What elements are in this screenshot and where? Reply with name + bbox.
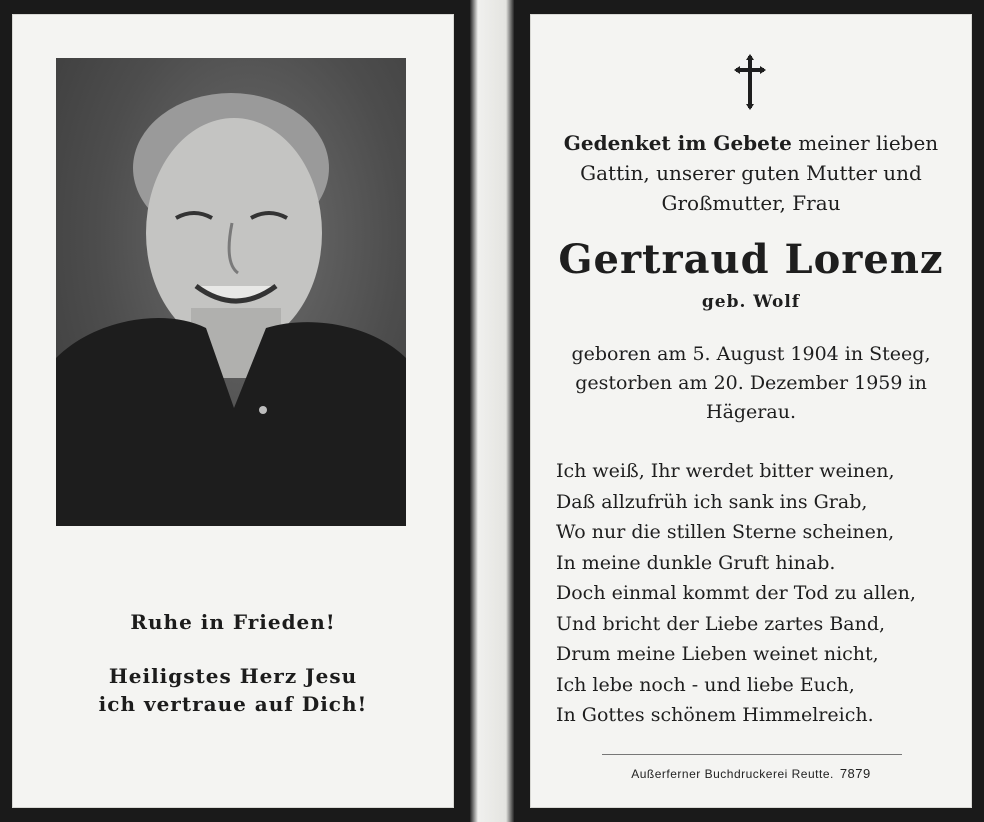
- divider: [602, 754, 902, 755]
- intro-line: [530, 128, 972, 158]
- card-gutter: [470, 0, 514, 822]
- prayer-line: ich vertraue auf Dich!: [98, 692, 368, 716]
- printer-credit: [530, 766, 972, 781]
- poem-line: Daß allzufrüh ich sank ins Grab,: [556, 490, 868, 513]
- poem-line: Und bricht der Liebe zartes Band,: [556, 612, 886, 635]
- poem: [556, 456, 966, 731]
- left-card: [12, 14, 454, 808]
- cross-icon: [730, 54, 770, 110]
- deceased-name: Gertraud Lorenz: [558, 236, 944, 283]
- maiden-name: geb. Wolf: [701, 292, 801, 312]
- poem-line: In meine dunkle Gruft hinab.: [556, 551, 836, 574]
- born-line: geboren am 5. August 1904 in Steeg,: [571, 343, 931, 365]
- poem-line: Drum meine Lieben weinet nicht,: [556, 643, 879, 665]
- place-line: Hägerau.: [706, 401, 796, 423]
- died-line: gestorben am 20. Dezember 1959 in: [575, 372, 927, 394]
- intro-rest: meiner lieben: [798, 131, 939, 155]
- poem-line: Ich weiß, Ihr werdet bitter weinen,: [556, 460, 895, 482]
- prayer-text: [12, 662, 454, 718]
- printer-name: Außerferner Buchdruckerei Reutte.: [631, 767, 834, 781]
- printer-number: 7879: [839, 766, 871, 781]
- poem-line: Ich lebe noch - und liebe Euch,: [556, 673, 855, 696]
- intro-bold: Gedenket im Gebete: [563, 131, 792, 155]
- life-dates: [530, 340, 972, 427]
- poem-line: Doch einmal kommt der Tod zu allen,: [556, 582, 916, 604]
- poem-line: In Gottes schönem Himmelreich.: [556, 704, 874, 726]
- intro-line: Großmutter, Frau: [661, 191, 841, 215]
- portrait-photo: [56, 58, 406, 526]
- intro-text: [530, 128, 972, 218]
- intro-line: Gattin, unserer guten Mutter und: [580, 161, 922, 185]
- poem-line: Wo nur die stillen Sterne scheinen,: [556, 521, 895, 543]
- prayer-line: Heiligstes Herz Jesu: [108, 664, 358, 688]
- rest-in-peace-text: Ruhe in Frieden!: [130, 610, 336, 634]
- right-card: [530, 14, 972, 808]
